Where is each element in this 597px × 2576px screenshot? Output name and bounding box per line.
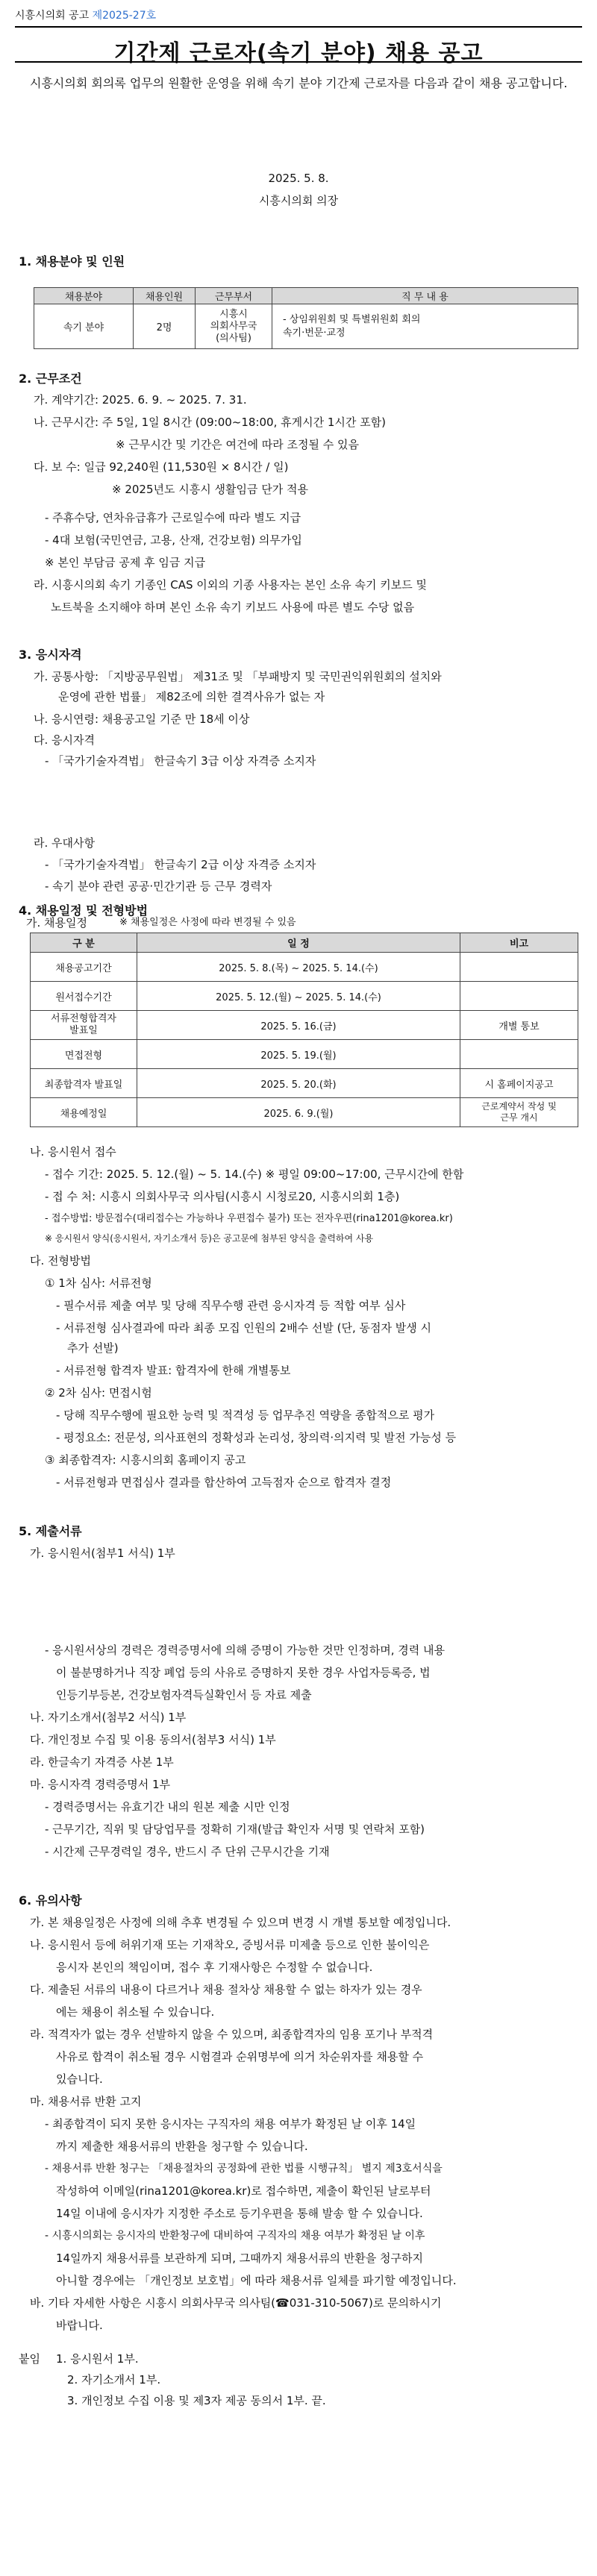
th-category: 구 분 — [31, 933, 137, 953]
table-row — [31, 953, 578, 982]
s2-line: ※ 본인 부담금 공제 후 임금 지급 — [45, 556, 206, 569]
th-duty: 직 무 내 용 — [272, 288, 578, 304]
s4-line: - 당해 직무수행에 필요한 능력 및 적격성 등 업무추진 역량을 종합적으로 평가 — [56, 1408, 435, 1422]
notice-date: 2025. 5. 8. — [268, 172, 329, 185]
page-title: 기간제 근로자(속기 분야) 채용 공고 — [113, 40, 484, 66]
s6-line: 다. 제출된 서류의 내용이 다르거나 채용 절차상 채용할 수 없는 하자가 있는 경우 — [30, 1983, 422, 1996]
section-5-title: 5. 제출서류 — [19, 1524, 82, 1538]
s6-line: 바랍니다. — [56, 2319, 103, 2332]
schedule-subtitle: 가. 채용일정 — [26, 916, 87, 930]
s6-line: 마. 채용서류 반환 고지 — [30, 2095, 142, 2108]
schedule-note: ※ 채용일정은 사정에 따라 변경될 수 있음 — [119, 917, 296, 928]
s6-line: 나. 응시원서 등에 허위기재 또는 기재착오, 증빙서류 미제출 등으로 인한 불이익은 — [30, 1938, 430, 1952]
s5-line: - 경력증명서는 유효기간 내의 원본 제출 시만 인정 — [45, 1800, 290, 1814]
s4-line: - 평정요소: 전문성, 의사표현의 정확성과 논리성, 창의력·의지력 및 발전 가능성 등 — [56, 1431, 457, 1444]
s4-line: - 서류전형과 면접심사 결과를 합산하여 고득점자 순으로 합격자 결정 — [56, 1476, 392, 1489]
s6-line: 14일까지 채용서류를 보관하게 되며, 그때까지 채용서류의 반환을 청구하지 — [56, 2251, 423, 2265]
row-date: 2025. 5. 19.(월) — [137, 1040, 460, 1069]
s6-line: 바. 기타 자세한 사항은 시흥시 의회사무국 의사팀(☎031-310-5067)로 문의하시기 — [30, 2296, 442, 2310]
s3-line: - 속기 분야 관련 공공·민간기관 등 근무 경력자 — [45, 880, 272, 893]
s2-line: 나. 근무시간: 주 5일, 1일 8시간 (09:00~18:00, 휴게시간 1시간 포함) — [34, 416, 386, 429]
cell-dept: 시흥시 의회사무국 (의사팀) — [196, 304, 272, 349]
th-date: 일 정 — [137, 933, 460, 953]
s4-line: ③ 최종합격자: 시흥시의회 홈페이지 공고 — [45, 1453, 246, 1467]
s4-line: - 서류전형 합격자 발표: 합격자에 한해 개별통보 — [56, 1364, 291, 1377]
s6-line: 에는 채용이 취소될 수 있습니다. — [56, 2005, 215, 2019]
s4-line: ※ 응시원서 양식(응시원서, 자기소개서 등)은 공고문에 첨부된 양식을 출력하여 사용 — [45, 1233, 374, 1244]
section-6-title: 6. 유의사항 — [19, 1893, 82, 1908]
notice-prefix: 시흥시의회 공고 — [15, 10, 90, 22]
s4-line: - 접 수 처: 시흥시 의회사무국 의사팀(시흥시 시청로20, 시흥시의회 1층) — [45, 1190, 400, 1203]
row-remark — [460, 982, 578, 1011]
section-4-title: 4. 채용일정 및 전형방법 — [19, 903, 149, 918]
s3-line: 나. 응시연령: 채용공고일 기준 만 18세 이상 — [34, 712, 250, 726]
s2-line: 다. 보 수: 일급 92,240원 (11,530원 × 8시간 / 일) — [34, 460, 289, 474]
table-row — [31, 1098, 578, 1127]
attachment-item: 3. 개인정보 수집 이용 및 제3자 제공 동의서 1부. 끝. — [67, 2394, 326, 2407]
s5-line: - 응시원서상의 경력은 경력증명서에 의해 증명이 가능한 것만 인정하며, 경력 내용 — [45, 1643, 446, 1657]
position-table — [34, 287, 578, 349]
row-remark — [460, 953, 578, 982]
row-label: 원서접수기간 — [31, 982, 137, 1011]
row-date: 2025. 6. 9.(월) — [137, 1098, 460, 1127]
s3-line: 운영에 관한 법률」 제82조에 의한 결격사유가 없는 자 — [58, 690, 325, 703]
row-label: 채용예정일 — [31, 1098, 137, 1127]
notice-number: 제2025-27호 — [92, 10, 157, 22]
s6-line: 응시자 본인의 책임이며, 접수 후 기재사항은 수정할 수 없습니다. — [56, 1961, 373, 1974]
s3-line: - 「국가기술자격법」 한글속기 3급 이상 자격증 소지자 — [45, 754, 316, 768]
attachment-item: 1. 응시원서 1부. — [56, 2352, 139, 2366]
table-row — [31, 1040, 578, 1069]
s5-line: - 근무기간, 직위 및 담당업무를 정확히 기재(발급 확인자 서명 및 연락처 포함) — [45, 1823, 425, 1836]
title-bottom-rule — [15, 61, 582, 63]
row-date: 2025. 5. 16.(금) — [137, 1011, 460, 1040]
s2-line: ※ 근무시간 및 기간은 여건에 따라 조정될 수 있음 — [116, 438, 360, 451]
s6-line: 까지 제출한 채용서류의 반환을 청구할 수 있습니다. — [56, 2140, 308, 2153]
row-remark — [460, 1040, 578, 1069]
s4-line: - 접수방법: 방문접수(대리접수는 가능하나 우편접수 불가) 또는 전자우편(rina1201@korea.kr) — [45, 1213, 453, 1224]
s6-line: - 시흥시의회는 응시자의 반환청구에 대비하여 구직자의 채용 여부가 확정된 날 이후 — [45, 2230, 425, 2242]
row-date: 2025. 5. 20.(화) — [137, 1069, 460, 1098]
cell-count: 2명 — [134, 304, 196, 349]
s5-line: 나. 자기소개서(첨부2 서식) 1부 — [30, 1711, 187, 1724]
s3-line: 라. 우대사항 — [34, 836, 95, 850]
s5-line: 라. 한글속기 자격증 사본 1부 — [30, 1755, 174, 1769]
section-2-title: 2. 근무조건 — [19, 372, 82, 386]
intro-text: 시흥시의회 회의록 업무의 원활한 운영을 위해 속기 분야 기간제 근로자를 다음과 같이 채용 공고합니다. — [30, 76, 568, 90]
s6-line: 가. 본 채용일정은 사정에 의해 추후 변경될 수 있으며 변경 시 개별 통보할 예정입니다. — [30, 1916, 451, 1929]
s3-line: 다. 응시자격 — [34, 733, 95, 747]
s5-line: 마. 응시자격 경력증명서 1부 — [30, 1778, 171, 1791]
s6-line: 사유로 합격이 취소될 경우 시험결과 순위명부에 의거 차순위자를 채용할 수 — [56, 2050, 424, 2063]
s4-line: - 서류전형 심사결과에 따라 최종 모집 인원의 2배수 선발 (단, 동점자 발생 시 — [56, 1321, 432, 1335]
s4-line: - 필수서류 제출 여부 및 당해 직무수행 관련 응시자격 등 적합 여부 심사 — [56, 1299, 406, 1312]
section-1-title: 1. 채용분야 및 인원 — [19, 254, 125, 269]
s2-line: - 4대 보험(국민연금, 고용, 산재, 건강보험) 의무가입 — [45, 533, 302, 547]
notice-issuer: 시흥시의회 의장 — [258, 194, 339, 207]
s6-line: 아니할 경우에는 「개인정보 보호법」에 따라 채용서류 일체를 파기할 예정입니다. — [56, 2274, 457, 2287]
row-remark: 개별 통보 — [460, 1011, 578, 1040]
s5-line: 가. 응시원서(첨부1 서식) 1부 — [30, 1546, 175, 1560]
row-date: 2025. 5. 12.(월) ~ 2025. 5. 14.(수) — [137, 982, 460, 1011]
attachment-item: 2. 자기소개서 1부. — [67, 2373, 161, 2387]
attachment-label: 붙임 — [19, 2352, 40, 2366]
s2-line: 가. 계약기간: 2025. 6. 9. ~ 2025. 7. 31. — [34, 393, 247, 407]
s6-line: 있습니다. — [56, 2072, 103, 2086]
th-dept: 근무부서 — [196, 288, 272, 304]
s4-line: ② 2차 심사: 면접시험 — [45, 1386, 152, 1400]
s2-line: - 주휴수당, 연차유급휴가 근로일수에 따라 별도 지급 — [45, 511, 301, 524]
s6-line: 14일 이내에 응시자가 지정한 주소로 등기우편을 통해 발송 할 수 있습니다. — [56, 2207, 423, 2220]
s3-line: - 「국가기술자격법」 한글속기 2급 이상 자격증 소지자 — [45, 858, 316, 871]
s3-line: 가. 공통사항: 「지방공무원법」 제31조 및 「부패방지 및 국민권익위원회의 설치와 — [34, 670, 442, 683]
th-count: 채용인원 — [134, 288, 196, 304]
cell-field: 속기 분야 — [34, 304, 134, 349]
s6-line: - 채용서류 반환 청구는 「채용절차의 공정화에 관한 법률 시행규칙」 별지 제3호서식을 — [45, 2163, 443, 2175]
s5-line: 다. 개인정보 수집 및 이용 동의서(첨부3 서식) 1부 — [30, 1733, 276, 1746]
s5-line: - 시간제 근무경력일 경우, 반드시 주 단위 근무시간을 기재 — [45, 1845, 330, 1858]
s4-line: - 접수 기간: 2025. 5. 12.(월) ~ 5. 14.(수) ※ 평일 09:00~17:00, 근무시간에 한함 — [45, 1168, 464, 1181]
th-remark: 비고 — [460, 933, 578, 953]
row-label: 채용공고기간 — [31, 953, 137, 982]
th-field: 채용분야 — [34, 288, 134, 304]
s6-line: 작성하여 이메일(rina1201@korea.kr)로 접수하면, 제출이 확인된 날로부터 — [56, 2184, 431, 2198]
s2-line: ※ 2025년도 시흥시 생활임금 단가 적용 — [112, 483, 308, 496]
s4-line: 추가 선발) — [67, 1341, 119, 1355]
table-row — [31, 982, 578, 1011]
row-label: 서류전형합격자 발표일 — [31, 1011, 137, 1040]
s4-line: ① 1차 심사: 서류전형 — [45, 1276, 152, 1290]
s5-line: 인등기부등본, 건강보험자격득실확인서 등 자료 제출 — [56, 1688, 312, 1702]
s6-line: 라. 적격자가 없는 경우 선발하지 않을 수 있으며, 최종합격자의 임용 포기나 부적격 — [30, 2028, 434, 2041]
schedule-table — [30, 933, 578, 1127]
section-3-title: 3. 응시자격 — [19, 648, 82, 662]
row-date: 2025. 5. 8.(목) ~ 2025. 5. 14.(수) — [137, 953, 460, 982]
row-remark: 근로계약서 작성 및 근무 개시 — [460, 1098, 578, 1127]
notice-header — [15, 7, 156, 22]
row-label: 면접전형 — [31, 1040, 137, 1069]
cell-duty: - 상임위원회 및 특별위원회 회의 속기·번문·교정 — [272, 304, 578, 349]
s4-line: 나. 응시원서 접수 — [30, 1145, 116, 1159]
title-top-rule — [15, 26, 582, 28]
s5-line: 이 불분명하거나 직장 폐업 등의 사유로 증명하지 못한 경우 사업자등록증, 법 — [56, 1666, 431, 1679]
s4-line: 다. 전형방법 — [30, 1254, 91, 1267]
s2-line: 라. 시흥시의회 속기 기종인 CAS 이외의 기종 사용자는 본인 소유 속기 키보드 및 — [34, 578, 427, 592]
table-row — [31, 1069, 578, 1098]
s6-line: - 최종합격이 되지 못한 응시자는 구직자의 채용 여부가 확정된 날 이후 14일 — [45, 2117, 416, 2131]
row-remark: 시 홈페이지공고 — [460, 1069, 578, 1098]
s2-line: 노트북을 소지해야 하며 본인 소유 속기 키보드 사용에 따른 별도 수당 없음 — [51, 601, 415, 614]
row-label: 최종합격자 발표일 — [31, 1069, 137, 1098]
table-row — [31, 1011, 578, 1040]
